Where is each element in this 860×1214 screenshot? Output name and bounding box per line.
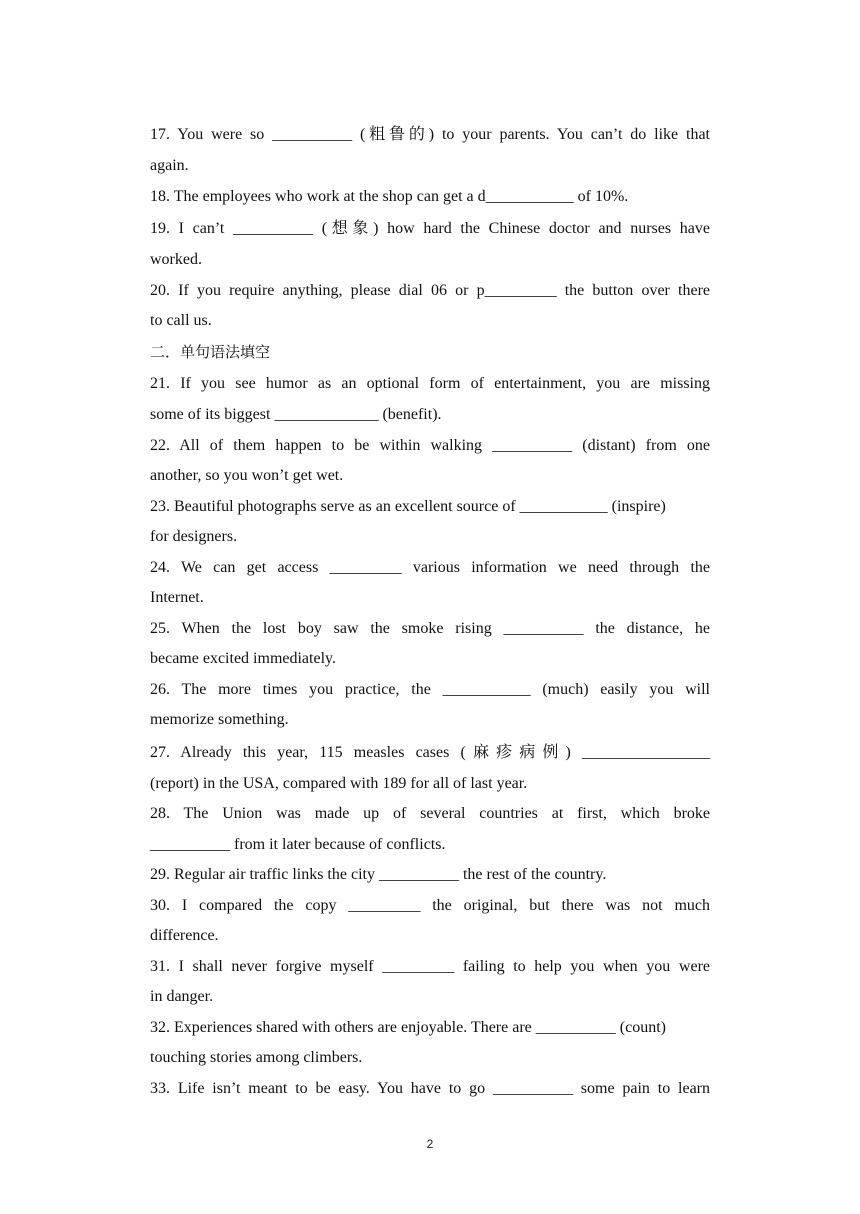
text-line: another, so you won’t get wet. <box>150 467 344 484</box>
text-line: 32. Experiences shared with others are enjoyable. There are __________ (count) <box>150 1018 666 1036</box>
text-line: Internet. <box>150 589 204 606</box>
text-line: 21. If you see humor as an optional form of entertainment, you are missing <box>150 375 710 392</box>
text-line: 28. The Union was made up of several countries at first, which broke <box>150 805 710 822</box>
text-line: 18. The employees who work at the shop can get a d___________ of 10%. <box>150 187 629 205</box>
text-line: difference. <box>150 927 219 944</box>
text-line: 22. All of them happen to be within walking __________ (distant) from one <box>150 436 710 454</box>
text-line: 30. I compared the copy _________ the original, but there was not much <box>150 896 710 914</box>
text-line: worked. <box>150 251 202 268</box>
text-line: 23. Beautiful photographs serve as an excellent source of ___________ (inspire) <box>150 497 666 515</box>
text-line: 31. I shall never forgive myself _________ failing to help you when you were <box>150 957 710 975</box>
text-line: 27. Already this year, 115 measles cases (麻疹病例) ________________ <box>150 743 710 761</box>
text-line: memorize something. <box>150 711 289 728</box>
text-line: some of its biggest _____________ (benefit). <box>150 406 442 423</box>
text-line: 26. The more times you practice, the ___________ (much) easily you will <box>150 680 710 698</box>
text-line: to call us. <box>150 312 212 329</box>
page-number: 2 <box>426 1137 434 1151</box>
text-line: __________ from it later because of conflicts. <box>150 835 446 853</box>
section-heading: 二．单句语法填空 <box>150 342 271 361</box>
text-line: 24. We can get access _________ various information we need through the <box>150 558 710 576</box>
text-line: 17. You were so __________ (粗鲁的) to your parents. You can’t do like that <box>150 126 710 143</box>
text-line: 25. When the lost boy saw the smoke rising __________ the distance, he <box>150 619 710 637</box>
text-line: in danger. <box>150 988 214 1005</box>
text-line: again. <box>150 157 189 174</box>
text-line: 29. Regular air traffic links the city __________ the rest of the country. <box>150 866 607 883</box>
text-line: for designers. <box>150 528 238 545</box>
document-body <box>150 118 710 1104</box>
text-line: touching stories among climbers. <box>150 1049 363 1066</box>
text-line: (report) in the USA, compared with 189 for all of last year. <box>150 774 528 792</box>
text-line: 20. If you require anything, please dial 06 or p_________ the button over there <box>150 281 710 299</box>
text-line: 33. Life isn’t meant to be easy. You have to go __________ some pain to learn <box>150 1079 710 1097</box>
text-line: became excited immediately. <box>150 650 336 667</box>
text-line: 19. I can’t __________ (想象) how hard the Chinese doctor and nurses have <box>150 220 710 237</box>
